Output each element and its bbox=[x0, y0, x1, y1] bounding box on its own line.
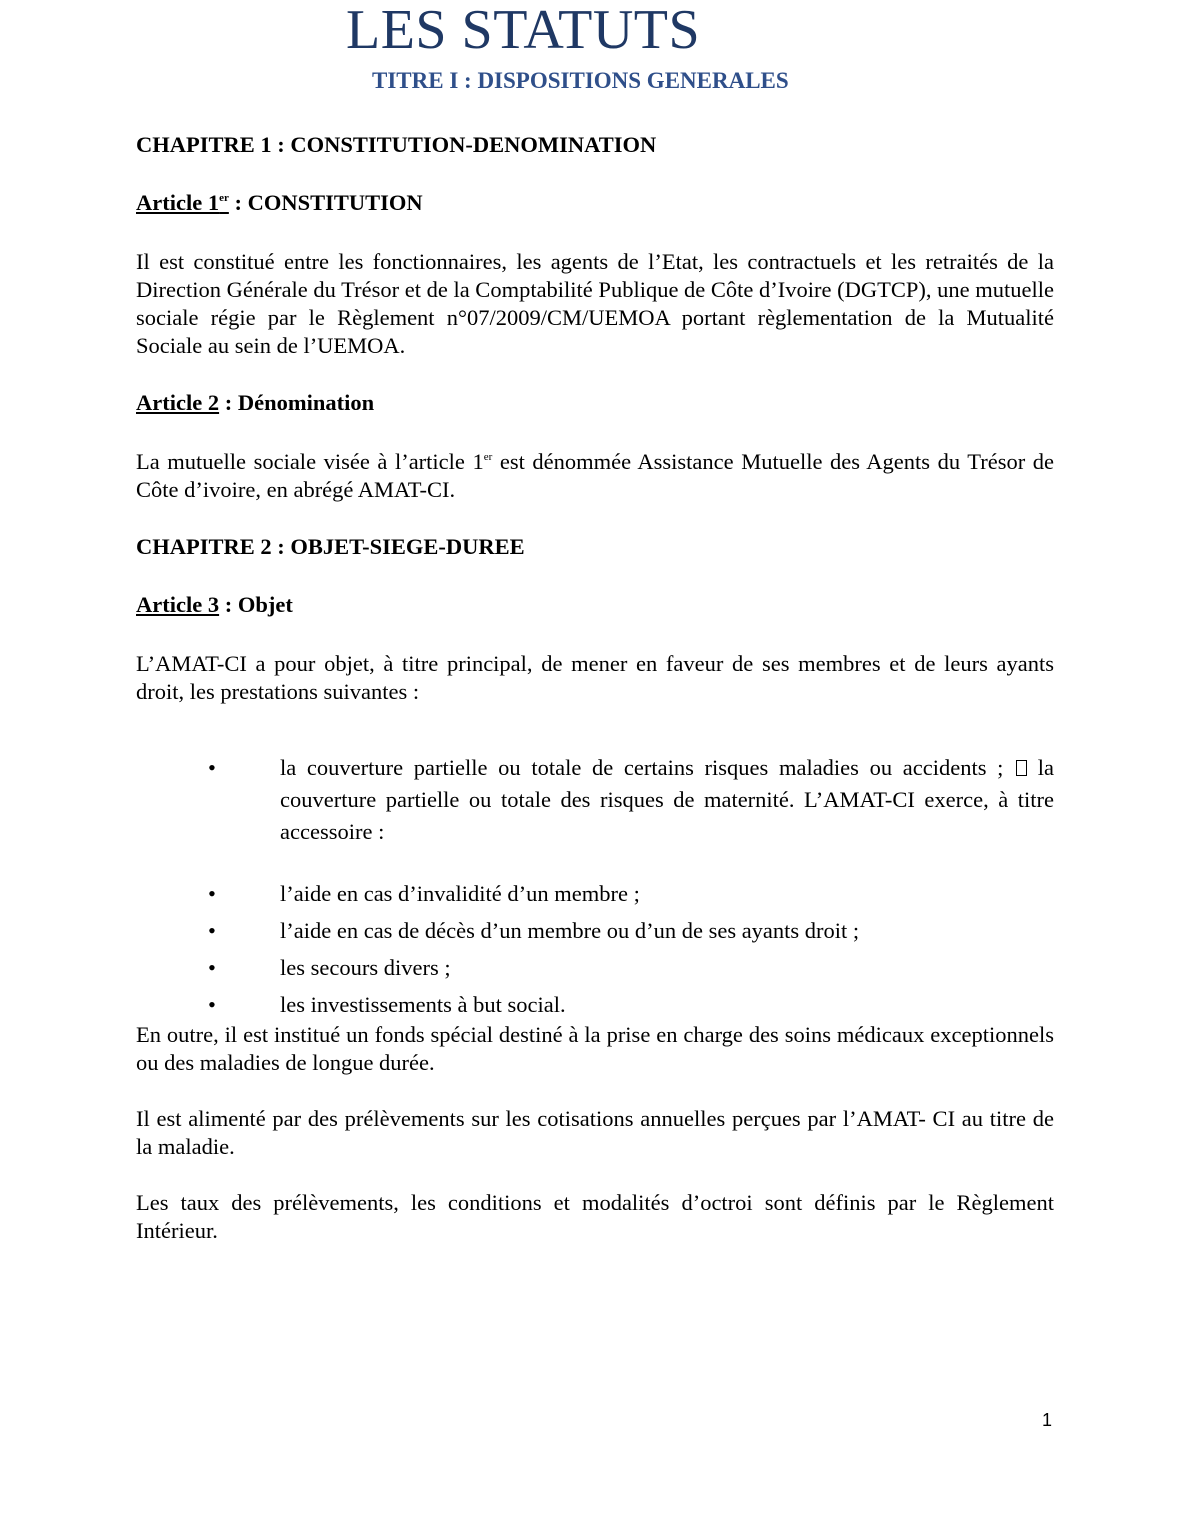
article-3-intro: L’AMAT-CI a pour objet, à titre principal, de mener en faveur de ses membres et de leurs ayants droit, les prestations suivantes : bbox=[136, 651, 1054, 704]
accessory-benefits-list bbox=[136, 878, 1054, 1021]
article-3-number: Article 3 bbox=[136, 592, 220, 617]
list-item bbox=[136, 752, 1054, 848]
chapter-1-heading: CHAPITRE 1 : CONSTITUTION-DENOMINATION bbox=[136, 132, 657, 157]
accessory-item-text: les investissements à but social. bbox=[280, 992, 566, 1017]
article-2-body-superscript: er bbox=[483, 451, 493, 463]
article-3-separator: : bbox=[219, 592, 238, 617]
article-1-title: CONSTITUTION bbox=[247, 190, 423, 215]
list-item bbox=[136, 915, 1054, 947]
article-2-number: Article 2 bbox=[136, 390, 220, 415]
article-2-separator: : bbox=[219, 390, 238, 415]
document-body bbox=[136, 130, 1054, 1245]
accessory-item-text: les secours divers ; bbox=[280, 955, 451, 980]
principal-item-part1: la couverture partielle ou totale de certains risques maladies ou accidents ; bbox=[280, 755, 1004, 780]
article-2-body-part2: est dénommée Assistance Mutuelle des Agents du Trésor de Côte d’ivoire, en abrégé AMAT-CI. bbox=[136, 449, 1055, 502]
accessory-item-text: l’aide en cas de décès d’un membre ou d’un de ses ayants droit ; bbox=[280, 918, 860, 943]
bullet-icon: • bbox=[208, 992, 216, 1017]
article-2-title: Dénomination bbox=[237, 390, 375, 415]
list-item bbox=[136, 952, 1054, 984]
principal-benefits-list bbox=[136, 752, 1054, 848]
bullet-icon: • bbox=[208, 881, 216, 906]
article-1-number bbox=[136, 190, 229, 215]
article-3-heading bbox=[136, 590, 1054, 620]
article-3-title: Objet bbox=[237, 592, 293, 617]
article-1-body: Il est constitué entre les fonctionnaires, les agents de l’Etat, les contractuels et les retraités de la Direction Générale du Trésor et de la Comptabilité Publique de Côte d’Ivoire (DGTCP), une mutuelle sociale régie par le Règlement n°07/2009/CM/UEMOA portant règlementation de la Mutualité Sociale au sein de l’UEMOA. bbox=[136, 249, 1054, 358]
article-1-separator: : bbox=[228, 190, 248, 215]
rates-conditions-paragraph: Les taux des prélèvements, les conditions et modalités d’octroi sont définis par le Règlement Intérieur. bbox=[136, 1190, 1054, 1243]
article-1-number-text: Article 1 bbox=[136, 190, 220, 215]
article-1-superscript: er bbox=[219, 192, 229, 204]
article-2-body-part1: La mutuelle sociale visée à l’article 1 bbox=[136, 449, 484, 474]
article-2-heading bbox=[136, 388, 1054, 418]
list-item bbox=[136, 989, 1054, 1021]
fund-financing-paragraph: Il est alimenté par des prélèvements sur les cotisations annuelles perçues par l’AMAT- CI au titre de la maladie. bbox=[136, 1106, 1054, 1159]
article-2-body bbox=[136, 448, 1054, 504]
square-glyph-icon bbox=[1016, 760, 1027, 776]
document-main-title: LES STATUTS bbox=[346, 0, 701, 61]
bullet-icon: • bbox=[208, 955, 216, 980]
chapter-2-heading: CHAPITRE 2 : OBJET-SIEGE-DUREE bbox=[136, 534, 525, 559]
page-number: 1 bbox=[1042, 1410, 1053, 1430]
list-item bbox=[136, 878, 1054, 910]
principal-item-part2: la couverture partielle ou totale des risques de maternité. L’AMAT-CI exerce, à titre accessoire : bbox=[280, 755, 1055, 844]
special-fund-paragraph: En outre, il est institué un fonds spécial destiné à la prise en charge des soins médicaux exceptionnels ou des maladies de longue durée. bbox=[136, 1022, 1054, 1075]
article-1-heading bbox=[136, 188, 1054, 218]
bullet-icon: • bbox=[208, 755, 216, 780]
bullet-icon: • bbox=[208, 918, 216, 943]
document-sub-title: TITRE I : DISPOSITIONS GENERALES bbox=[372, 68, 789, 93]
accessory-item-text: l’aide en cas d’invalidité d’un membre ; bbox=[280, 881, 640, 906]
